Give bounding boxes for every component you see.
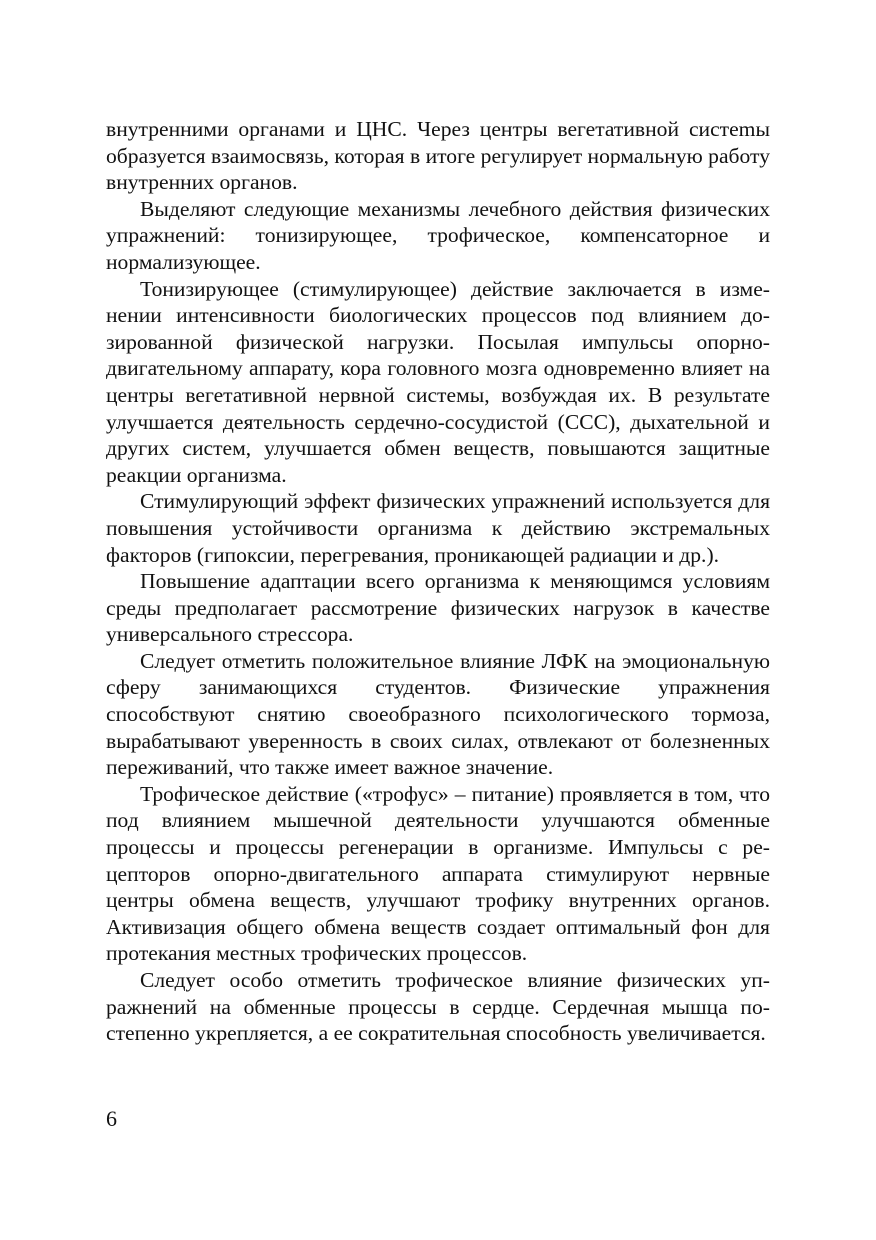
paragraph-tonic-action: Тонизирующее (стимулирующее) действие заключается в изменении интенсивности биологических процессов под влиянием дозированной физической нагрузки. Посылая импульсы опорно-двигательному аппарату, кора головного мозга одновременно влияет на центры вегетативной нервной системы, возбуждая их. В результате улучшается деятельность сердечно-сосудистой (ССС), дыхательной и других систем, улучшается обмен веществ, повышаются защитные реакции организма.	[106, 276, 770, 487]
paragraph-emotional-sphere: Следует отметить положительное влияние ЛФК на эмоциональную сферу занимающихся студентов. Физические упражнения способствуют снятию своеобразного психологического тормоза, вырабатывают уверенность в своих силах, отвлекают от болезненных переживаний, что также имеет важное значение.	[106, 648, 770, 780]
page-body-text	[106, 116, 770, 1047]
paragraph-continuation: внутренними органами и ЦНС. Через центры вегетативной систеmы образуется взаимосвязь, которая в итоге регулирует нормальную работу внутренних органов.	[106, 117, 770, 195]
paragraph-heart-influence: Следует особо отметить трофическое влияние физических упражнений на обменные процессы в сердце. Сердечная мышца постепенно укрепляется, а ее сократительная способность увеличивается.	[106, 968, 770, 1046]
paragraph-stimulating-effect: Стимулирующий эффект физических упражнений используется для повышения устойчивости организма к действию экстремальных факторов (гипоксии, перегревания, проникающей радиации и др.).	[106, 489, 770, 567]
paragraph-mechanisms: Выделяют следующие механизмы лечебного действия физических упражнений: тонизирующее, трофическое, компенсаторное и нормализующее.	[106, 196, 770, 274]
paragraph-trophic-action: Трофическое действие («трофус» – питание) проявляется в том, что под влиянием мышечной деятельности улучшаются обменные процессы и процессы регенерации в организме. Импульсы с рецепторов опорно-двигательного аппарата стимулируют нервные центры обмена веществ, улучшают трофику внутренних органов. Активизация общего обмена веществ создает оптимальный фон для протекания местных трофических процессов.	[106, 781, 770, 966]
paragraph-adaptation: Повышение адаптации всего организма к меняющимся условиям среды предполагает рассмотрение физических нагрузок в качестве универсального стрессора.	[106, 569, 770, 647]
page-number: 6	[106, 1106, 117, 1131]
